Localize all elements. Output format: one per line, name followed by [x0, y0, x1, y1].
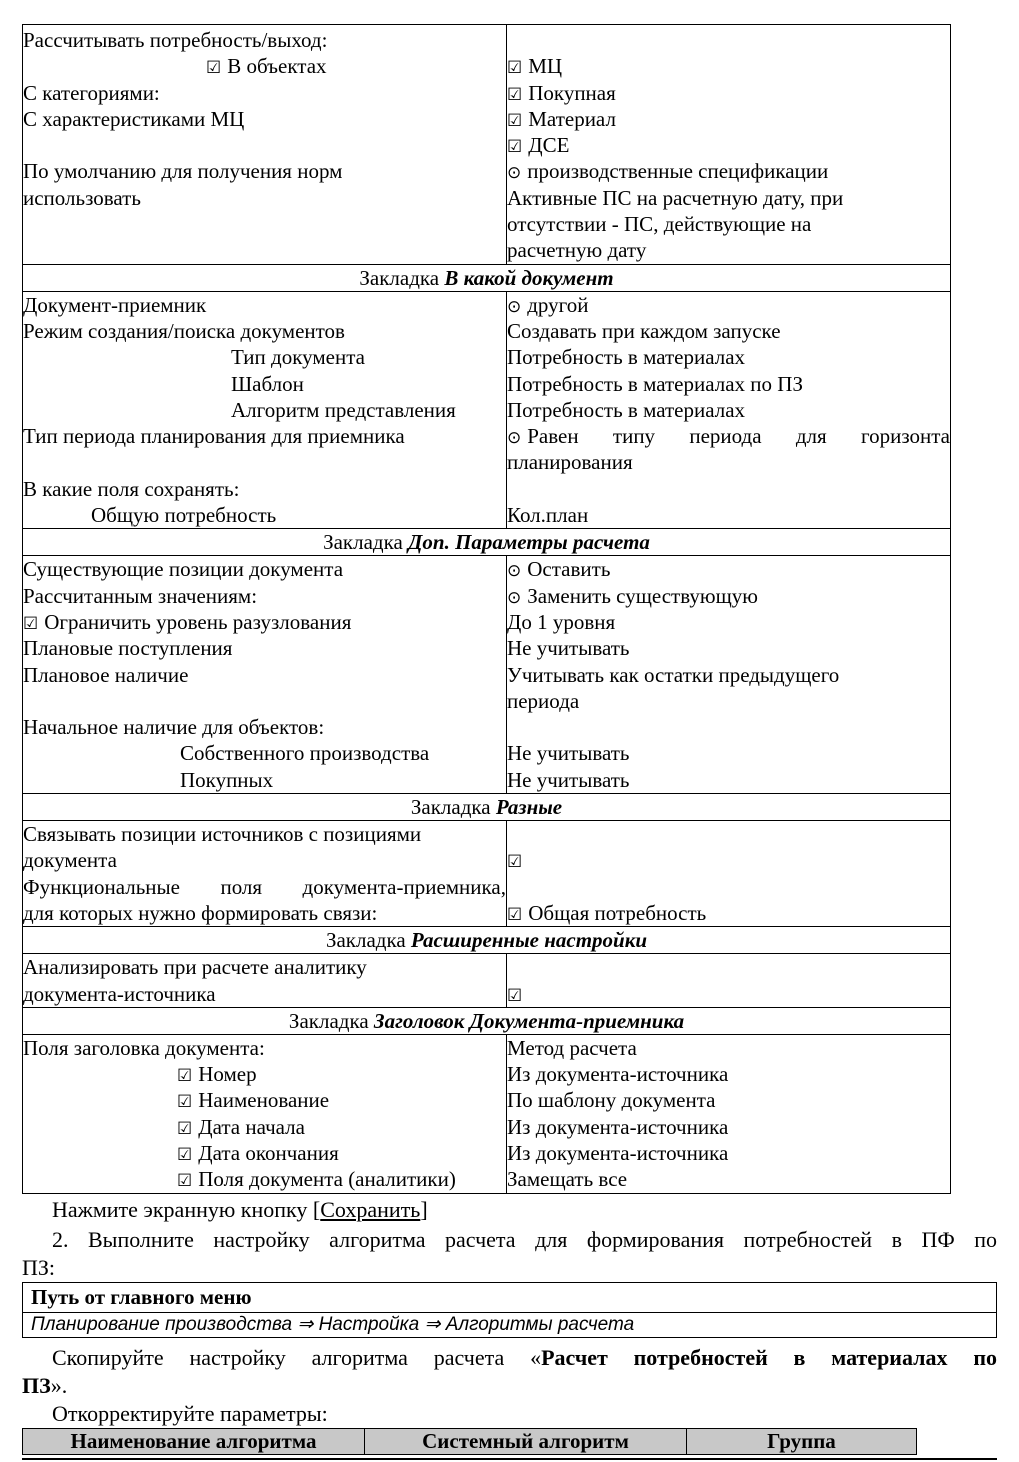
block3-right-line	[507, 609, 950, 635]
radio-selected-icon: ⊙	[507, 561, 522, 582]
block3-right-line	[507, 688, 950, 714]
step2-line2: ПЗ:	[22, 1255, 56, 1280]
block4-left-text: Функциональные поля документа-приемника,	[23, 874, 506, 899]
copy-line1	[22, 1344, 997, 1372]
block3-left-line	[23, 556, 506, 582]
block6-left-text: Дата окончания	[198, 1140, 339, 1165]
checkbox-checked-icon: ☑	[23, 613, 39, 634]
menu-path-box	[22, 1282, 997, 1338]
block2-right-line	[507, 476, 950, 502]
block4-left-text: документа	[23, 848, 117, 873]
block1-right-line	[507, 106, 950, 132]
block3-left-line	[23, 635, 506, 661]
block3-left-text: Плановое наличие	[23, 662, 189, 687]
section-header-target-document: Закладка В какой документ	[23, 264, 951, 291]
block6-right-text: Из документа-источника	[507, 1114, 729, 1139]
copy-suffix: ».	[50, 1373, 68, 1398]
block2-left-text: Шаблон	[231, 371, 304, 396]
block3-right-text: Заменить существующую	[527, 583, 758, 608]
block2-left-text: В какие поля сохранять:	[23, 476, 240, 501]
block1-right	[507, 25, 951, 265]
block2-left	[23, 291, 507, 529]
block2-left-text: Общую потребность	[91, 503, 277, 528]
block1-left-text: С категориями:	[23, 80, 160, 105]
block2-left-text: Тип документа	[231, 345, 365, 370]
block1-left-text: По умолчанию для получения норм	[23, 159, 343, 184]
checkbox-checked-icon: ☑	[177, 1171, 193, 1192]
adjust-params-text: Откорректируйте параметры:	[52, 1401, 328, 1426]
block1-left-line	[23, 158, 506, 184]
block4-left-line	[23, 847, 506, 873]
block3-left-text: Покупных	[180, 767, 274, 792]
block2-left-line	[23, 397, 506, 423]
block6-left-line	[23, 1087, 506, 1113]
block2-left-line	[23, 318, 506, 344]
block2-right-text: Потребность в материалах	[507, 345, 746, 370]
block2-right-text: Кол.план	[507, 503, 589, 528]
block4-left-text: для которых нужно формировать связи:	[23, 900, 378, 925]
step2-line1: 2. Выполните настройку алгоритма расчета для формирования потребностей в ПФ по	[52, 1227, 997, 1252]
block2-right-line	[507, 423, 950, 449]
checkbox-checked-icon: ☑	[507, 110, 523, 131]
block4-left-line	[23, 900, 506, 926]
block1-right-line	[507, 53, 950, 79]
algorithm-table	[22, 1428, 917, 1455]
step2-paragraph	[22, 1226, 997, 1282]
block1-left-text: В объектах	[227, 54, 327, 79]
block6-right-line	[507, 1140, 950, 1166]
radio-selected-icon: ⊙	[507, 296, 522, 317]
block3-left-text: Начальное наличие для объектов:	[23, 715, 325, 740]
block3-left-line	[23, 740, 506, 766]
block1-right-line	[507, 132, 950, 158]
section-header-advanced: Закладка Расширенные настройки	[23, 927, 951, 954]
block6-right-text: По шаблону документа	[507, 1088, 716, 1113]
block4-left	[23, 821, 507, 927]
block6-left-line	[23, 1166, 506, 1192]
block1-left-text: использовать	[23, 185, 141, 210]
block3-right-text: До 1 уровня	[507, 609, 616, 634]
block6-left-text: Дата начала	[198, 1114, 305, 1139]
checkbox-checked-icon: ☑	[177, 1066, 193, 1087]
copy-algorithm-name-1: Расчет потребностей в материалах по	[541, 1345, 997, 1370]
group-header: Группа	[687, 1429, 917, 1455]
block3-left-line	[23, 583, 506, 609]
block3-right-line	[507, 635, 950, 661]
block1-right-line	[507, 185, 950, 211]
block2-left-line	[23, 502, 506, 528]
block5-right-line	[507, 954, 950, 980]
block2-left-line	[23, 476, 506, 502]
block1-left-text: Рассчитывать потребность/выход:	[23, 28, 328, 52]
block3-right-line	[507, 767, 950, 793]
block2-left-text: Алгоритм представления	[231, 397, 456, 422]
checkbox-checked-icon: ☑	[507, 852, 523, 873]
block6-right-line	[507, 1087, 950, 1113]
block3-left-text: Ограничить уровень разузлования	[44, 609, 352, 634]
copy-prefix: Скопируйте настройку алгоритма расчета «	[52, 1345, 542, 1370]
press-suffix: ]	[420, 1197, 428, 1222]
block2-right-text: Создавать при каждом запуске	[507, 318, 781, 343]
checkbox-checked-icon: ☑	[507, 985, 523, 1006]
block5-left-line	[23, 954, 506, 980]
block5-right	[507, 954, 951, 1008]
block6-right-line	[507, 1061, 950, 1087]
block6-right-text: Из документа-источника	[507, 1062, 729, 1087]
block1-left-text: С характеристиками МЦ	[23, 106, 245, 131]
block6-left-line	[23, 1114, 506, 1140]
algorithm-name-header: Наименование алгоритма	[23, 1429, 365, 1455]
block1-right-line	[507, 237, 950, 263]
block1-right-line	[507, 211, 950, 237]
block2-right-text: Равен типу периода для горизонта	[527, 424, 950, 449]
block6-left-text: Поля заголовка документа:	[23, 1035, 265, 1060]
block1-left-line	[23, 80, 506, 106]
block2-right-text: Потребность в материалах по ПЗ	[507, 371, 803, 396]
block5-right-line	[507, 981, 950, 1007]
block1-right-line	[507, 158, 950, 184]
menu-path-value: Планирование производства ⇒ Настройка ⇒ Алгоритмы расчета	[31, 1314, 635, 1335]
block2-right-line	[507, 344, 950, 370]
block3-left-line	[23, 767, 506, 793]
block2-left-line	[23, 344, 506, 370]
block3-left-text: Рассчитанным значениям:	[23, 583, 258, 608]
block1-right-text: Покупная	[528, 80, 616, 105]
press-prefix: Нажмите экранную кнопку [	[52, 1197, 321, 1222]
block6-left-line	[23, 1061, 506, 1087]
block2-left-text: Документ-приемник	[23, 292, 207, 317]
block6-right-text: Метод расчета	[507, 1035, 637, 1060]
block4-right-line	[507, 821, 950, 847]
block2-left-text: Режим создания/поиска документов	[23, 318, 345, 343]
block3-right-line	[507, 714, 950, 740]
block4-right-line	[507, 874, 950, 900]
block6-left-line	[23, 1035, 506, 1061]
radio-selected-icon: ⊙	[507, 428, 522, 449]
block1-right-line	[507, 27, 950, 53]
checkbox-checked-icon: ☑	[177, 1144, 193, 1165]
block1-right-text: Материал	[528, 106, 616, 131]
block2-right	[507, 291, 951, 529]
radio-selected-icon: ⊙	[507, 163, 522, 184]
block3-left-line	[23, 662, 506, 688]
block6-left	[23, 1034, 507, 1193]
block2-right-line	[507, 397, 950, 423]
block3-right-text: Не учитывать	[507, 636, 630, 661]
system-algorithm-header: Системный алгоритм	[365, 1429, 687, 1455]
block5-left-text: Анализировать при расчете аналитику	[23, 955, 367, 980]
checkbox-checked-icon: ☑	[507, 84, 523, 105]
block2-right-text: Потребность в материалах	[507, 397, 746, 422]
block4-left-line	[23, 821, 506, 847]
section-header-extra-params: Закладка Доп. Параметры расчета	[23, 529, 951, 556]
block1-left	[23, 25, 507, 265]
block3-left-line	[23, 609, 506, 635]
block6-left-text: Поля документа (аналитики)	[198, 1167, 456, 1192]
block3-left-text: Собственного производства	[180, 741, 430, 766]
block6-right-text: Из документа-источника	[507, 1140, 729, 1165]
block3-left	[23, 556, 507, 794]
block2-left-line	[23, 371, 506, 397]
section-header-misc: Закладка Разные	[23, 794, 951, 821]
block2-right-text: другой	[527, 292, 589, 317]
checkbox-checked-icon: ☑	[177, 1092, 193, 1113]
block3-right-text: Не учитывать	[507, 741, 630, 766]
block4-left-text: Связывать позиции источников с позициями	[23, 822, 422, 847]
copy-paragraph	[22, 1344, 997, 1400]
block5-left-text: документа-источника	[23, 981, 216, 1006]
radio-selected-icon: ⊙	[507, 587, 522, 608]
block5-left	[23, 954, 507, 1008]
copy-algorithm-name-2: ПЗ	[22, 1373, 51, 1398]
block6-left-line	[23, 1140, 506, 1166]
copy-line2	[22, 1372, 997, 1400]
block2-right-line	[507, 371, 950, 397]
block1-right-line	[507, 80, 950, 106]
block3-right-line	[507, 662, 950, 688]
block6-right-line	[507, 1114, 950, 1140]
block4-right	[507, 821, 951, 927]
block6-right-line	[507, 1166, 950, 1192]
block5-left-line	[23, 981, 506, 1007]
block3-left-text: Существующие позиции документа	[23, 557, 344, 582]
block4-right-line	[507, 847, 950, 873]
block6-left-text: Номер	[198, 1062, 257, 1087]
block2-right-line	[507, 502, 950, 528]
block2-left-line	[23, 292, 506, 318]
block1-left-line	[23, 53, 506, 79]
block6-right-text: Замещать все	[507, 1167, 628, 1192]
block1-right-text: МЦ	[528, 54, 563, 79]
block3-right	[507, 556, 951, 794]
block2-right-line	[507, 292, 950, 318]
block3-right-line	[507, 556, 950, 582]
block1-right-text: Активные ПС на расчетную дату, при	[507, 185, 844, 210]
block1-left-line	[23, 106, 506, 132]
block3-right-text: Учитывать как остатки предыдущего	[507, 662, 840, 687]
block1-right-text: расчетную дату	[507, 238, 647, 263]
section-header-target-header: Закладка Заголовок Документа-приемника	[23, 1007, 951, 1034]
block2-left-line	[23, 449, 506, 475]
block6-left-text: Наименование	[198, 1088, 330, 1113]
block2-right-line	[507, 318, 950, 344]
block1-left-line	[23, 132, 506, 158]
block3-left-line	[23, 688, 506, 714]
checkbox-checked-icon: ☑	[507, 904, 523, 925]
checkbox-checked-icon: ☑	[507, 58, 523, 79]
block4-right-line	[507, 900, 950, 926]
press-save-instruction	[22, 1196, 997, 1224]
block6-right	[507, 1034, 951, 1193]
block3-right-line	[507, 740, 950, 766]
checkbox-checked-icon: ☑	[177, 1118, 193, 1139]
block3-right-text: Оставить	[527, 557, 611, 582]
block2-left-text: Тип периода планирования для приемника	[23, 424, 405, 449]
save-button-link[interactable]: Сохранить	[320, 1197, 421, 1222]
block2-right-text: планирования	[507, 450, 633, 475]
block4-left-line	[23, 874, 506, 900]
block3-right-text: периода	[507, 688, 580, 713]
block6-right-line	[507, 1035, 950, 1061]
block1-right-text: производственные спецификации	[527, 159, 829, 184]
block1-right-text: ДСЕ	[528, 133, 570, 158]
block3-left-line	[23, 714, 506, 740]
block2-left-line	[23, 423, 506, 449]
block1-left-line	[23, 27, 506, 53]
block3-right-text: Не учитывать	[507, 767, 630, 792]
checkbox-checked-icon: ☑	[206, 58, 222, 79]
bottom-rule	[22, 1458, 997, 1460]
block1-left-line	[23, 185, 506, 211]
checkbox-checked-icon: ☑	[507, 137, 523, 158]
block2-right-line	[507, 449, 950, 475]
settings-table	[22, 24, 951, 1194]
block1-right-text: отсутствии - ПС, действующие на	[507, 212, 812, 237]
block4-right-text: Общая потребность	[528, 900, 707, 925]
menu-path-header: Путь от главного меню	[23, 1283, 996, 1313]
block3-left-text: Плановые поступления	[23, 636, 233, 661]
block3-right-line	[507, 583, 950, 609]
